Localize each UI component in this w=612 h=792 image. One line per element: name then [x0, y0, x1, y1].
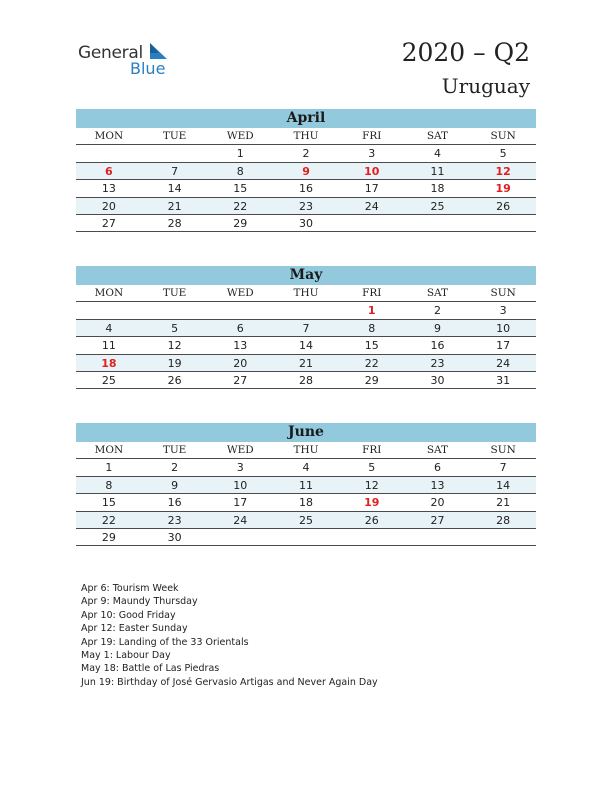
- day-cell: 24: [364, 199, 379, 213]
- day-cell: [273, 302, 339, 318]
- day-cell: 17: [364, 182, 379, 196]
- day-cell: 8: [236, 164, 244, 178]
- day-cell: 21: [496, 496, 511, 510]
- week-row: [76, 180, 536, 197]
- week-row: [76, 494, 536, 511]
- day-cell: 8: [368, 321, 376, 335]
- day-cell: 28: [167, 216, 182, 230]
- holiday-note: Apr 19: Landing of the 33 Orientals: [81, 636, 249, 648]
- day-cell: 24: [233, 513, 248, 527]
- day-cell: [470, 529, 536, 545]
- holiday-note: Jun 19: Birthday of José Gervasio Artigas and Never Again Day: [81, 676, 378, 688]
- day-cell: 21: [299, 356, 314, 370]
- day-cell: 18: [299, 496, 314, 510]
- day-cell: [405, 215, 471, 231]
- weekday-label: TUE: [162, 287, 187, 299]
- day-cell: 20: [101, 199, 116, 213]
- day-cell: 15: [364, 339, 379, 353]
- weekday-label: FRI: [362, 287, 382, 299]
- flag-icon: [150, 43, 168, 59]
- weekday-label: WED: [226, 287, 254, 299]
- day-cell: 31: [496, 373, 511, 387]
- week-row: [76, 320, 536, 337]
- weekday-label: SAT: [426, 130, 449, 142]
- weekday-header-row: [76, 442, 536, 459]
- day-cell: 29: [364, 373, 379, 387]
- day-cell: 10: [496, 321, 511, 335]
- day-cell: 5: [368, 461, 376, 475]
- day-cell: 22: [101, 513, 116, 527]
- day-cell: [339, 215, 405, 231]
- day-cell: 17: [233, 496, 248, 510]
- holiday-day-cell: 10: [364, 164, 380, 178]
- holiday-note: May 1: Labour Day: [81, 649, 171, 661]
- day-cell: 6: [236, 321, 244, 335]
- day-cell: 30: [299, 216, 314, 230]
- week-row: [76, 372, 536, 389]
- day-cell: 28: [299, 373, 314, 387]
- brand-blue-text: Blue: [130, 59, 166, 78]
- day-cell: 26: [496, 199, 511, 213]
- day-cell: 19: [167, 356, 182, 370]
- day-cell: 14: [496, 478, 511, 492]
- holiday-day-cell: 12: [495, 164, 511, 178]
- day-cell: 11: [430, 164, 445, 178]
- weekday-label: THU: [293, 444, 319, 456]
- weekday-label: MON: [94, 130, 124, 142]
- day-cell: [207, 529, 273, 545]
- day-cell: 9: [171, 478, 179, 492]
- week-row: [76, 355, 536, 372]
- day-cell: 9: [433, 321, 441, 335]
- weekday-label: SAT: [426, 287, 449, 299]
- holiday-day-cell: 9: [302, 164, 310, 178]
- day-cell: 14: [299, 339, 314, 353]
- day-cell: 13: [101, 182, 116, 196]
- day-cell: 3: [499, 304, 507, 318]
- day-cell: 18: [430, 182, 445, 196]
- weekday-label: SUN: [490, 287, 516, 299]
- day-cell: 25: [430, 199, 445, 213]
- day-cell: 28: [496, 513, 511, 527]
- weekday-header-row: [76, 285, 536, 302]
- weekday-label: FRI: [362, 444, 382, 456]
- day-cell: [207, 302, 273, 318]
- day-cell: [339, 529, 405, 545]
- holiday-day-cell: 6: [105, 164, 113, 178]
- day-cell: 12: [167, 339, 182, 353]
- day-cell: 24: [496, 356, 511, 370]
- day-cell: 1: [236, 147, 244, 161]
- holiday-notes: [81, 582, 378, 689]
- day-cell: 11: [101, 339, 116, 353]
- day-cell: 20: [430, 496, 445, 510]
- day-cell: [273, 529, 339, 545]
- weekday-label: SUN: [490, 130, 516, 142]
- day-cell: 30: [167, 530, 182, 544]
- day-cell: 7: [171, 164, 179, 178]
- brand-general-text: General: [78, 43, 143, 63]
- day-cell: 30: [430, 373, 445, 387]
- weekday-label: MON: [94, 444, 124, 456]
- day-cell: 25: [299, 513, 314, 527]
- weekday-header-row: [76, 128, 536, 145]
- day-cell: 16: [430, 339, 445, 353]
- weekday-label: WED: [226, 130, 254, 142]
- week-row: [76, 198, 536, 215]
- day-cell: 16: [167, 496, 182, 510]
- day-cell: 14: [167, 182, 182, 196]
- day-cell: 27: [430, 513, 445, 527]
- weekday-label: MON: [94, 287, 124, 299]
- day-cell: 10: [233, 478, 248, 492]
- day-cell: 23: [430, 356, 445, 370]
- week-row: [76, 459, 536, 476]
- week-row: [76, 163, 536, 180]
- day-cell: [76, 302, 142, 318]
- month-name: June: [76, 423, 536, 442]
- day-cell: 22: [364, 356, 379, 370]
- day-cell: 26: [364, 513, 379, 527]
- day-cell: 12: [364, 478, 379, 492]
- day-cell: 27: [101, 216, 116, 230]
- week-row: [76, 215, 536, 232]
- day-cell: 2: [433, 304, 441, 318]
- day-cell: [142, 145, 208, 161]
- day-cell: 11: [299, 478, 314, 492]
- day-cell: 8: [105, 478, 113, 492]
- day-cell: 23: [299, 199, 314, 213]
- holiday-note: Apr 10: Good Friday: [81, 609, 176, 621]
- day-cell: 29: [101, 530, 116, 544]
- day-cell: 16: [299, 182, 314, 196]
- day-cell: 5: [499, 147, 507, 161]
- weekday-label: THU: [293, 130, 319, 142]
- day-cell: 4: [433, 147, 441, 161]
- week-row: [76, 512, 536, 529]
- day-cell: 22: [233, 199, 248, 213]
- day-cell: 7: [302, 321, 310, 335]
- week-row: [76, 529, 536, 546]
- day-cell: 26: [167, 373, 182, 387]
- brand-logo: [78, 40, 178, 80]
- holiday-day-cell: 1: [367, 304, 376, 318]
- day-cell: 15: [233, 182, 248, 196]
- weekday-label: FRI: [362, 130, 382, 142]
- day-cell: [142, 302, 208, 318]
- day-cell: 13: [233, 339, 248, 353]
- day-cell: 27: [233, 373, 248, 387]
- day-cell: [76, 145, 142, 161]
- week-row: [76, 337, 536, 354]
- weekday-label: TUE: [162, 444, 187, 456]
- day-cell: 6: [433, 461, 441, 475]
- day-cell: 25: [101, 373, 116, 387]
- month-calendar-june: [76, 423, 536, 546]
- holiday-note: Apr 9: Maundy Thursday: [81, 596, 198, 608]
- day-cell: [405, 529, 471, 545]
- day-cell: 3: [368, 147, 376, 161]
- holiday-note: May 18: Battle of Las Piedras: [81, 663, 220, 675]
- day-cell: [470, 215, 536, 231]
- day-cell: 7: [499, 461, 507, 475]
- holiday-day-cell: 19: [364, 496, 380, 510]
- month-calendar-april: [76, 109, 536, 232]
- day-cell: 4: [105, 321, 113, 335]
- week-row: [76, 477, 536, 494]
- day-cell: 21: [167, 199, 182, 213]
- day-cell: 13: [430, 478, 445, 492]
- holiday-day-cell: 19: [495, 182, 511, 196]
- week-row: [76, 145, 536, 162]
- day-cell: 5: [171, 321, 179, 335]
- country-name: Uruguay: [441, 74, 530, 98]
- weekday-label: SUN: [490, 444, 516, 456]
- day-cell: 1: [105, 461, 113, 475]
- day-cell: 15: [101, 496, 116, 510]
- month-name: May: [76, 266, 536, 285]
- weekday-label: SAT: [426, 444, 449, 456]
- holiday-day-cell: 18: [101, 356, 117, 370]
- day-cell: 4: [302, 461, 310, 475]
- day-cell: 3: [236, 461, 244, 475]
- month-calendar-may: [76, 266, 536, 389]
- weekday-label: TUE: [162, 130, 187, 142]
- week-row: [76, 302, 536, 319]
- day-cell: 29: [233, 216, 248, 230]
- day-cell: 23: [167, 513, 182, 527]
- day-cell: 17: [496, 339, 511, 353]
- day-cell: 2: [302, 147, 310, 161]
- month-name: April: [76, 109, 536, 128]
- weekday-label: WED: [226, 444, 254, 456]
- holiday-note: Apr 12: Easter Sunday: [81, 623, 188, 635]
- day-cell: 2: [171, 461, 179, 475]
- day-cell: 20: [233, 356, 248, 370]
- holiday-note: Apr 6: Tourism Week: [81, 583, 179, 594]
- weekday-label: THU: [293, 287, 319, 299]
- page-title: 2020 – Q2: [401, 38, 530, 67]
